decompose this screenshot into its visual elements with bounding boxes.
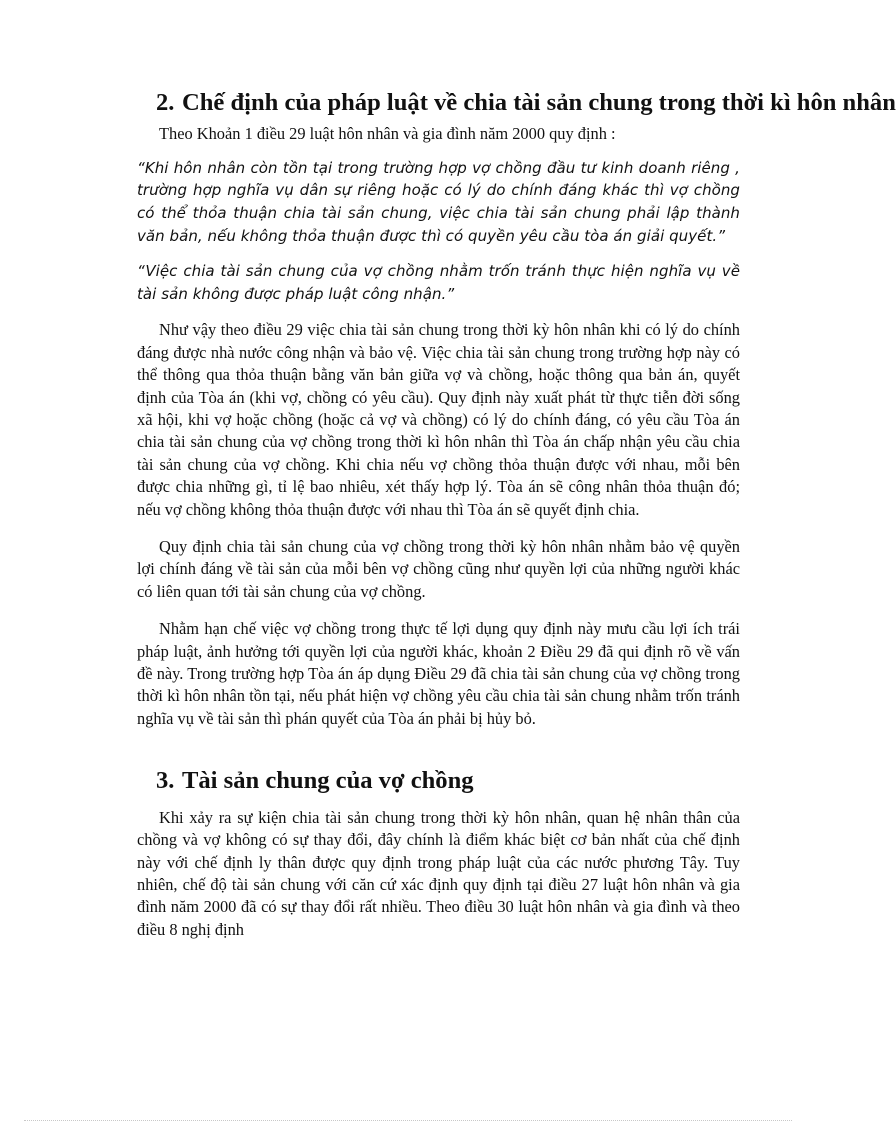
section-2-intro: Theo Khoản 1 điều 29 luật hôn nhân và gia đình năm 2000 quy định : [159,124,616,144]
section-2-paragraph-2: Quy định chia tài sản chung của vợ chồng trong thời kỳ hôn nhân nhằm bảo vệ quyền lợi chính đáng về tài sản của mỗi bên vợ chồng cũng như quyền lợi của những người khác có liên quan tới tài sản chung của vợ chồng. [137,537,740,601]
section-2-title: Chế định của pháp luật về chia tài sản chung trong thời kì hôn nhân [182,89,896,116]
section-3-paragraph-1: Khi xảy ra sự kiện chia tài sản chung trong thời kỳ hôn nhân, quan hệ nhân thân của chồng và vợ không có sự thay đổi, đây chính là điểm khác biệt cơ bản nhất của chế định này với chế định ly thân được quy định trong pháp luật của các nước phương Tây. Tuy nhiên, chế độ tài sản chung với căn cứ xác định quy định tại điều 27 luật hôn nhân và gia đình năm 2000 đã có sự thay đổi rất nhiều. Theo điều 30 luật hôn nhân và gia đình và theo điều 8 nghị định [137,807,740,939]
section-2-paragraph-3: Nhằm hạn chế việc vợ chồng trong thực tế lợi dụng quy định này mưu cầu lợi ích trái pháp luật, ảnh hưởng tới quyền lợi của người khác, khoản 2 Điều 29 đã qui định rõ về vấn đề này. Trong trường hợp Tòa án áp dụng Điều 29 đã chia tài sản chung của vợ chồng trong thời kì hôn nhân tồn tại, nếu phát hiện vợ chồng yêu cầu chia tài sản chung nhằm trốn tránh nghĩa vụ về tài sản thì phán quyết của Tòa án phải bị hủy bỏ. [137,619,740,728]
law-quote-1: “Khi hôn nhân còn tồn tại trong trường hợp vợ chồng đầu tư kinh doanh riêng , trường hợp nghĩa vụ dân sự riêng hoặc có lý do chính đáng khác thì vợ chồng có thể thỏa thuận chia tài sản chung, việc chia tài sản chung phải lập thành văn bản, nếu không thỏa thuận được thì có quyền yêu cầu tòa án giải quyết.” [137,158,740,245]
section-2-heading [137,89,896,116]
document-page [137,89,896,941]
section-2-paragraph-1: Như vậy theo điều 29 việc chia tài sản chung trong thời kỳ hôn nhân khi có lý do chính đáng được nhà nước công nhận và bảo vệ. Việc chia tài sản chung trong trường hợp này có thể thông qua thỏa thuận bằng văn bản giữa vợ và chồng, hoặc thông qua bản án, quyết định của Tòa án (khi vợ, chồng có yêu cầu). Quy định này xuất phát từ thực tiễn đời sống xã hội, khi vợ hoặc chồng (hoặc cả vợ và chồng) có lý do chính đáng, có yêu cầu Tòa án chia tài sản chung của vợ chồng trong thời kì hôn nhân thì Tòa án chấp nhận yêu cầu chia tài sản chung của vợ chồng. Khi chia nếu vợ chồng thỏa thuận được với nhau, mỗi bên được chia những gì, tỉ lệ bao nhiêu, xét thấy hợp lý. Tòa án sẽ công nhân thỏa thuận đó; nếu vợ chồng không thỏa thuận được với nhau thì Tòa án sẽ quyết định chia. [137,320,740,519]
law-quote-2: “Việc chia tài sản chung của vợ chồng nhằm trốn tránh thực hiện nghĩa vụ về tài sản không được pháp luật công nhận.” [137,262,740,303]
section-3-number: 3. [156,767,175,795]
section-3-heading [137,767,740,795]
page-bottom-divider [24,1120,792,1121]
section-2-number: 2. [156,89,175,116]
section-3-title: Tài sản chung của vợ chồng [182,767,474,795]
